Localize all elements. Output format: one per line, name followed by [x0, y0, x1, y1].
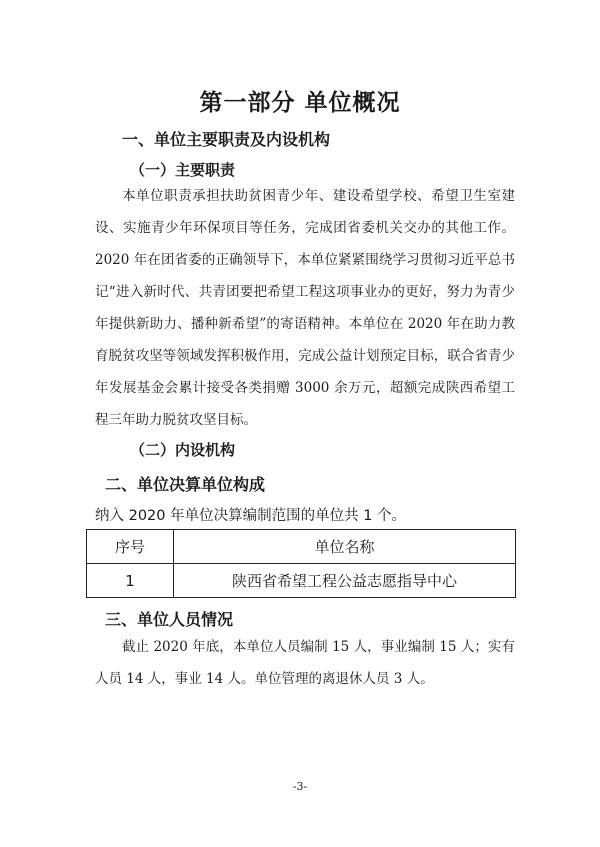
header-index: 序号 — [87, 530, 174, 564]
page-number: -3- — [292, 780, 308, 793]
table-header-row — [87, 530, 516, 564]
section-heading-duties: 一、单位主要职责及内设机构 — [122, 130, 331, 149]
table-row — [87, 564, 516, 598]
composition-intro: 纳入 2020 年单位决算编制范围的单位共 1 个。 — [95, 508, 407, 524]
cell-index: 1 — [87, 564, 174, 598]
duties-paragraph: 本单位职责承担扶助贫困青少年、建设希望学校、希望卫生室建设、实施青少年环保项目等任务，完成团省委机关交办的其他工作。2020 年在团省委的正确领导下，本单位紧紧围绕学习贯彻习近平总书记“进入新时代、共青团要把希望工程这项事业办的更好，努力为青少年提供新助力、播种新希望”的寄语精神。本单位在 2020 年在助力教育脱贫攻坚等领域发挥积极作用，完成公益计划预定目标，联合省青少年发展基金会累计接受各类捐赠 3000 余万元，超额完成陕西希望工程三年助力脱贫攻坚目标。 — [95, 188, 515, 428]
subheading-main-duties: （一）主要职责 — [130, 161, 236, 179]
subheading-internal-org: （二）内设机构 — [130, 441, 236, 459]
section-heading-composition: 二、单位决算单位构成 — [105, 475, 266, 494]
section-heading-personnel: 三、单位人员情况 — [105, 610, 234, 629]
page-title: 第一部分 单位概况 — [199, 90, 401, 116]
cell-unit-name: 陕西省希望工程公益志愿指导中心 — [174, 564, 516, 598]
personnel-paragraph: 截止 2020 年底，本单位人员编制 15 人，事业编制 15 人；实有人员 14 人，事业 14 人。单位管理的离退休人员 3 人。 — [95, 639, 515, 687]
unit-table — [86, 529, 516, 598]
header-unit-name: 单位名称 — [174, 530, 516, 564]
